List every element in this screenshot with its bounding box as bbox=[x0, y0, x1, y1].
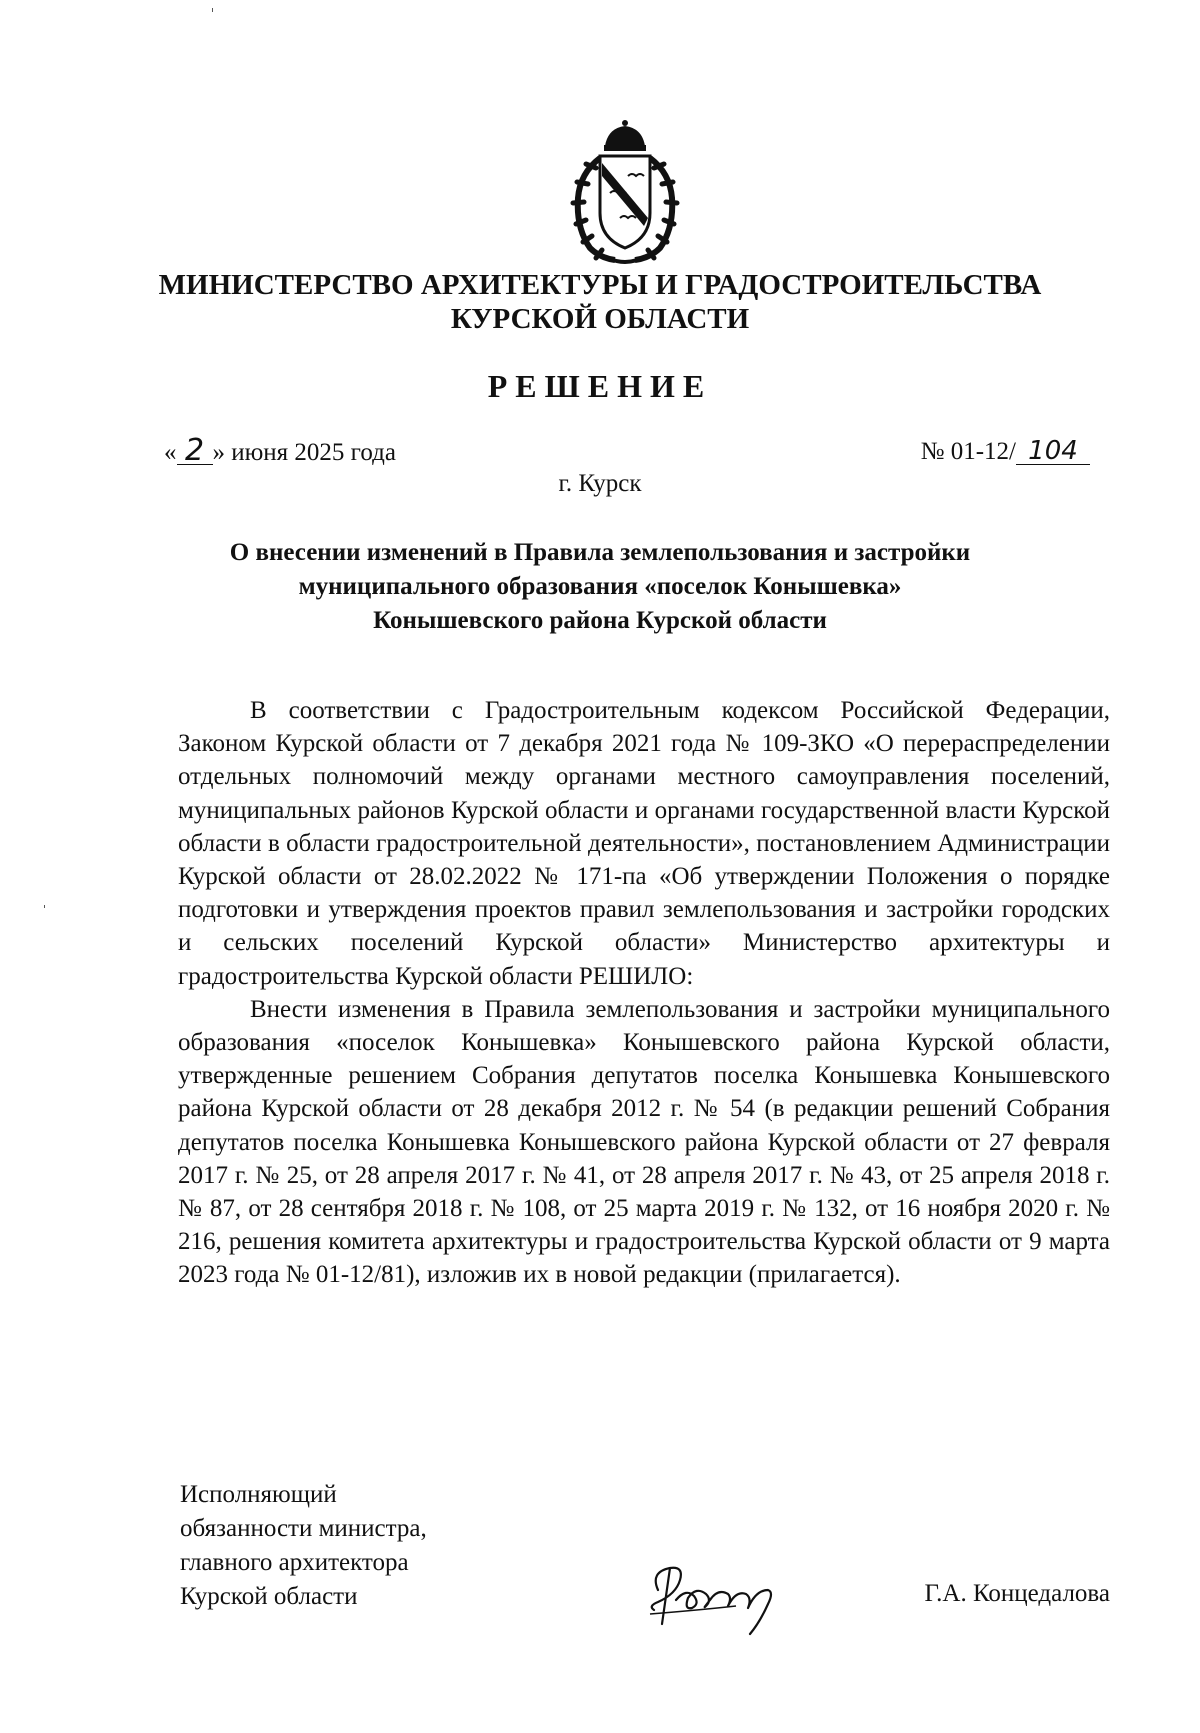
body-paragraph-decision: Внести изменения в Правила землепользования и застройки муниципального образования «поселок Конышевка» Конышевского района Курской области, утвержденные решением Собрания депутатов поселка Конышевка Конышевского района Курской области от 28 декабря 2012 г. № 54 (в редакции решений Собрания депутатов поселка Конышевка Конышевского района Курской области от 27 февраля 2017 г. № 25, от 28 апреля 2017 г. № 41, от 28 апреля 2017 г. № 43, от 25 апреля 2018 г. № 87, от 28 сентября 2018 г. № 108, от 25 марта 2019 г. № 132, от 16 ноября 2020 г. № 216, решения комитета архитектуры и градостроительства Курской области от 9 марта 2023 года № 01-12/81), изложив их в новой редакции (прилагается). bbox=[178, 995, 1110, 1289]
signer-title-line4: Курской области bbox=[180, 1583, 358, 1610]
ministry-name bbox=[120, 268, 1080, 336]
signer-title-line2: обязанности министра, bbox=[180, 1515, 427, 1542]
subject-line2: муниципального образования «поселок Конышевка» bbox=[298, 573, 902, 600]
document-date bbox=[164, 433, 396, 468]
document-type-title: РЕШЕНИЕ bbox=[487, 368, 713, 404]
date-quote-open: « bbox=[164, 439, 177, 466]
document-number-prefix: № 01-12/ bbox=[920, 438, 1016, 465]
document-number bbox=[921, 438, 1090, 466]
document-body bbox=[178, 694, 1110, 1292]
body-paragraph-preamble: В соответствии с Градостроительным кодексом Российской Федерации, Законом Курской области от 7 декабря 2021 года № 109-ЗКО «О перераспределении отдельных полномочий между органами местного самоуправления поселений, муниципальных районов Курской области и органами государственной власти Курской области в области градостроительной деятельности», постановлением Администрации Курской области от 28.02.2022 № 171-па «Об утверждении Положения о порядке подготовки и утверждения проектов правил землепользования и застройки городских и сельских поселений Курской области» Министерство архитектуры и градостроительства Курской области РЕШИЛО: bbox=[178, 697, 1110, 990]
handwritten-signature-icon bbox=[640, 1560, 790, 1640]
ministry-name-line1: МИНИСТЕРСТВО АРХИТЕКТУРЫ И ГРАДОСТРОИТЕЛЬСТВА bbox=[158, 269, 1042, 301]
document-subject bbox=[150, 536, 1050, 638]
signer-name: Г.А. Концедалова bbox=[924, 1580, 1110, 1607]
signer-title-line1: Исполняющий bbox=[180, 1481, 337, 1508]
signer-title-line3: главного архитектора bbox=[180, 1549, 409, 1576]
scan-mark bbox=[212, 8, 213, 12]
scan-mark bbox=[44, 905, 45, 908]
signer-title bbox=[180, 1478, 427, 1614]
kursk-coat-of-arms-icon bbox=[560, 118, 690, 268]
subject-line3: Конышевского района Курской области bbox=[373, 607, 827, 634]
date-day-handwritten: 2 bbox=[177, 438, 213, 465]
document-number-handwritten: 104 bbox=[1016, 438, 1090, 465]
date-month-year: » июня 2025 года bbox=[212, 439, 396, 466]
ministry-name-line2: КУРСКОЙ ОБЛАСТИ bbox=[450, 303, 750, 335]
document-city: г. Курск bbox=[558, 470, 642, 497]
subject-line1: О внесении изменений в Правила землепользования и застройки bbox=[229, 539, 971, 566]
